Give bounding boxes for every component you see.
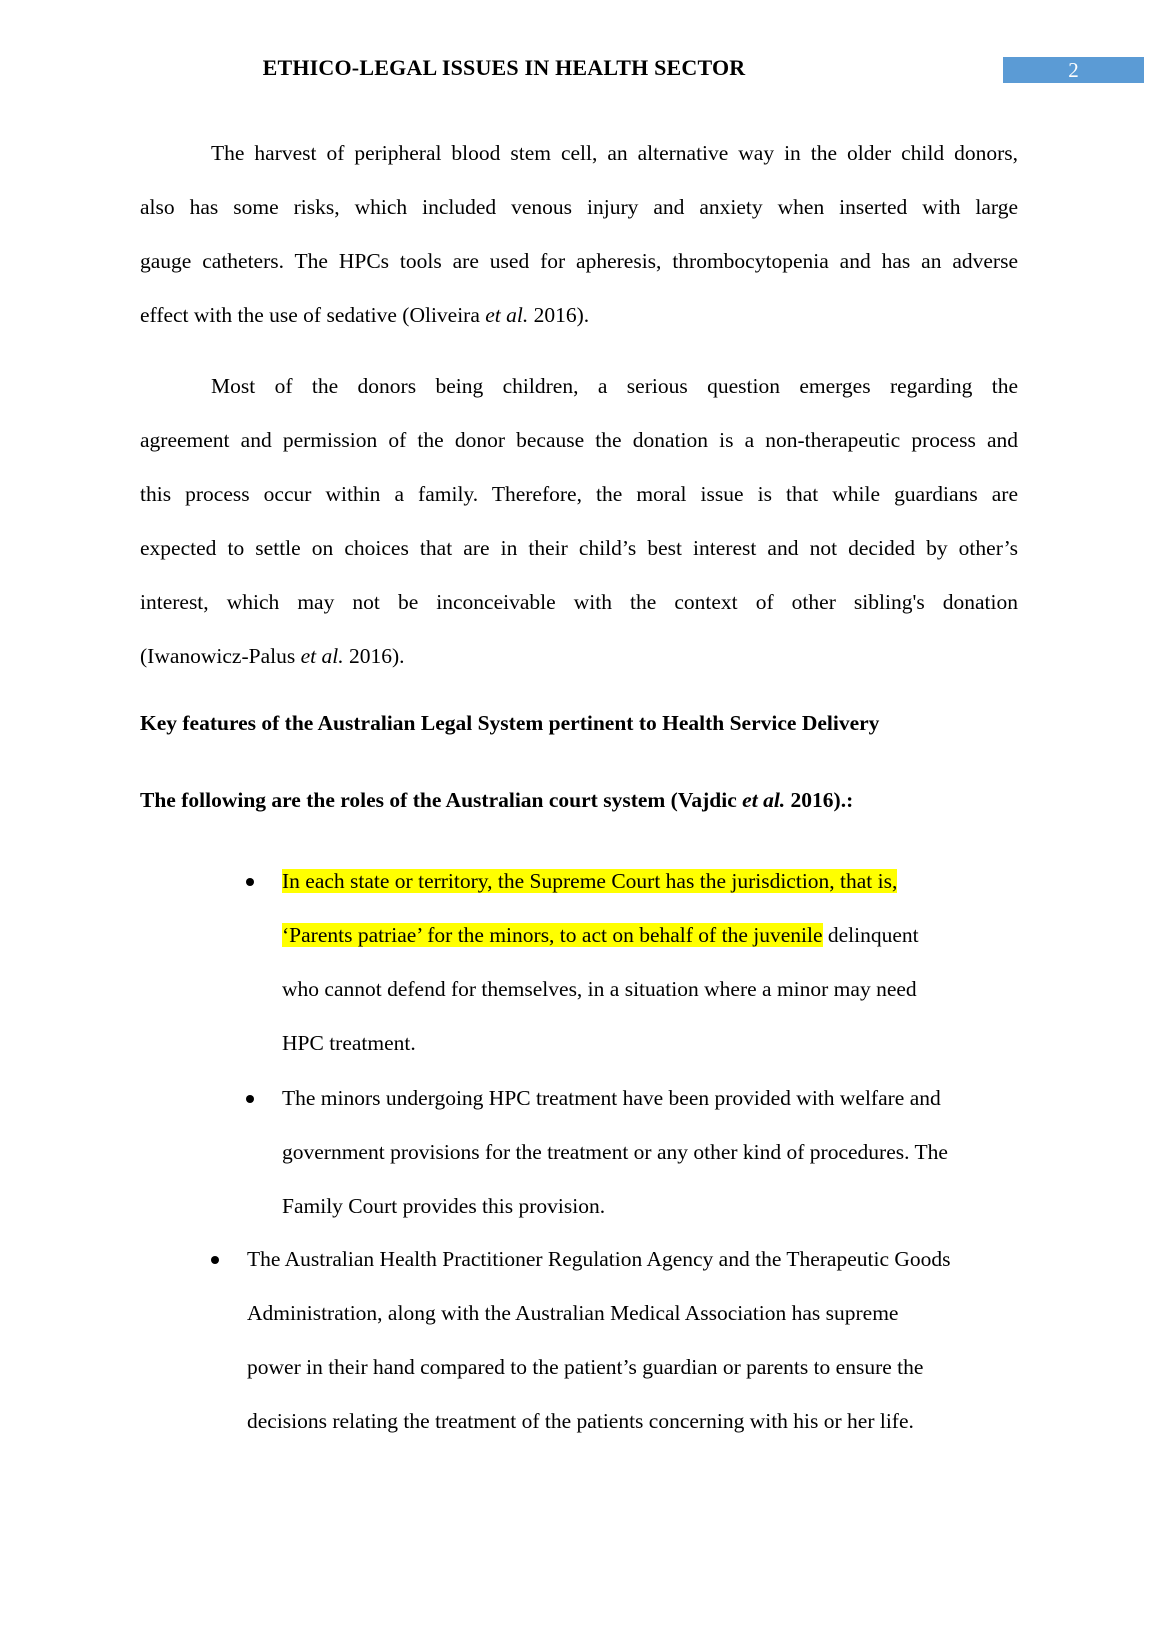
highlighted-text: In each state or territory, the Supreme Court has the jurisdiction, that is,	[282, 869, 898, 893]
bullet-dot	[246, 1095, 254, 1103]
highlighted-text: ‘Parents patriae’ for the minors, to act on behalf of the juvenile	[282, 923, 823, 947]
paragraph-line: agreement and permission of the donor because the donation is a non-therapeutic process and	[140, 428, 1018, 452]
bullet-line: ‘Parents patriae’ for the minors, to act on behalf of the juvenile delinquent	[282, 923, 919, 947]
bullet-line: who cannot defend for themselves, in a situation where a minor may need	[282, 977, 917, 1001]
bullet-item-2	[282, 1071, 1012, 1233]
bullet-line: Administration, along with the Australian Medical Association has supreme	[247, 1301, 899, 1325]
paragraph-1	[140, 126, 1018, 342]
page-number: 2	[1003, 57, 1144, 83]
paragraph-line: effect with the use of sedative (Oliveira et al. 2016).	[140, 303, 590, 327]
bullet-line: government provisions for the treatment or any other kind of procedures. The	[282, 1140, 948, 1164]
paragraph-line: also has some risks, which included venous injury and anxiety when inserted with large	[140, 195, 1018, 219]
bullet-line	[282, 854, 1002, 908]
bullet-item-1	[282, 854, 1002, 1070]
bullet-line: The minors undergoing HPC treatment have been provided with welfare and	[282, 1086, 941, 1110]
subsection-heading: The following are the roles of the Australian court system (Vajdic et al. 2016).:	[140, 788, 854, 812]
section-heading: Key features of the Australian Legal System pertinent to Health Service Delivery	[140, 711, 880, 735]
paragraph-line: this process occur within a family. Therefore, the moral issue is that while guardians are	[140, 482, 1018, 506]
running-head: ETHICO-LEGAL ISSUES IN HEALTH SECTOR	[262, 55, 746, 80]
paragraph-line: Most of the donors being children, a serious question emerges regarding the	[211, 374, 1018, 398]
paragraph-line: (Iwanowicz-Palus et al. 2016).	[140, 644, 405, 668]
bullet-line: Family Court provides this provision.	[282, 1194, 606, 1218]
bullet-line: The Australian Health Practitioner Regulation Agency and the Therapeutic Goods	[247, 1247, 951, 1271]
paragraph-2	[140, 359, 1018, 683]
paragraph-line: gauge catheters. The HPCs tools are used for apheresis, thrombocytopenia and has an adverse	[140, 249, 1018, 273]
paragraph-line: The harvest of peripheral blood stem cell, an alternative way in the older child donors,	[211, 141, 1018, 165]
bullet-line: power in their hand compared to the patient’s guardian or parents to ensure the	[247, 1355, 924, 1379]
bullet-line: decisions relating the treatment of the patients concerning with his or her life.	[247, 1409, 914, 1433]
bullet-dot	[211, 1256, 219, 1264]
bullet-dot	[246, 878, 254, 886]
paragraph-line: expected to settle on choices that are in their child’s best interest and not decided by other’s	[140, 536, 1018, 560]
paragraph-line: interest, which may not be inconceivable with the context of other sibling's donation	[140, 590, 1018, 614]
bullet-line: HPC treatment.	[282, 1031, 416, 1055]
bullet-item-3	[247, 1232, 1027, 1448]
